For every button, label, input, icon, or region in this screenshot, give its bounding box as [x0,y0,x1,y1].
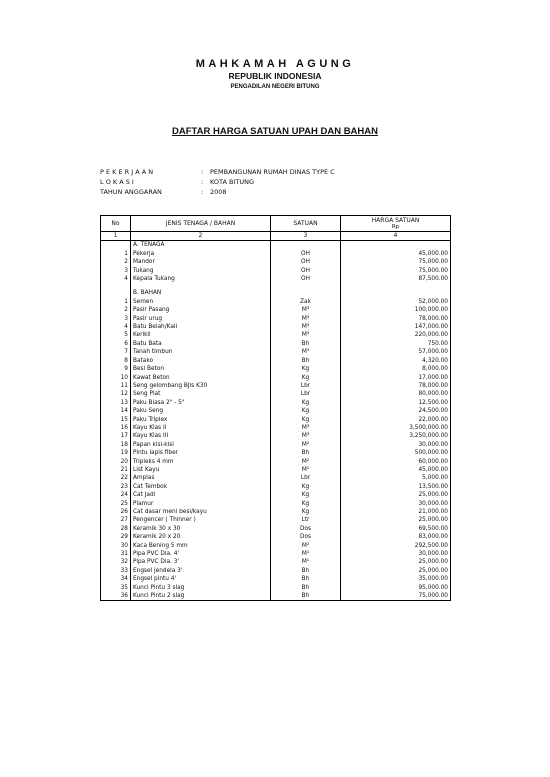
table-row [101,449,451,457]
cell-no: 26 [101,508,131,516]
cell-harga: 52,000.00 [341,298,451,306]
cell-jenis: Pengencer ( Thinner ) [131,516,271,524]
cell-jenis: Paku Biasa 2" - 5" [131,399,271,407]
cell-no: 9 [101,365,131,373]
cell-jenis: Paku Seng [131,407,271,415]
cell-satuan: M² [271,458,341,466]
table-body [101,241,451,601]
header-jenis: JENIS TENAGA / BAHAN [131,216,271,232]
cell-no: 4 [101,275,131,283]
table-row [101,331,451,339]
cell-no: 3 [101,315,131,323]
cell-jenis: Kayu Klas III [131,432,271,440]
cell-no: 32 [101,558,131,566]
table-row [101,567,451,575]
col-number: 1 [101,232,131,241]
cell-satuan: Lbr [271,474,341,482]
info-colon: : [201,168,204,176]
cell-satuan: Dos [271,525,341,533]
cell-jenis: Kunci Pintu 3 slag [131,584,271,592]
cell-harga: 83,000.00 [341,533,451,541]
cell-no: 36 [101,592,131,601]
cell-satuan: M¹ [271,558,341,566]
cell-satuan: M³ [271,348,341,356]
cell-harga: 220,000.00 [341,331,451,339]
cell-satuan: Bh [271,567,341,575]
document-title: DAFTAR HARGA SATUAN UPAH DAN BAHAN [172,126,378,137]
cell-satuan: M³ [271,424,341,432]
cell-satuan: Kg [271,399,341,407]
cell-satuan: Kg [271,374,341,382]
table-row [101,323,451,331]
price-table [100,215,451,601]
cell-harga: 78,000.00 [341,382,451,390]
cell-satuan: Lbr [271,390,341,398]
table-row [101,424,451,432]
table-row [101,575,451,583]
cell-jenis: Pasir Pasang [131,306,271,314]
cell-no: 21 [101,466,131,474]
cell-no: 15 [101,416,131,424]
section-title: A. TENAGA [131,241,271,250]
table-header-row [101,216,451,232]
cell-no: 30 [101,542,131,550]
institution-title: MAHKAMAH AGUNG [195,58,355,70]
table-row [101,533,451,541]
cell-no [101,289,131,297]
cell-satuan: Kg [271,365,341,373]
cell-satuan [271,289,341,297]
cell-satuan: Kg [271,491,341,499]
table-row [101,382,451,390]
table-row [101,516,451,524]
table-row [101,458,451,466]
cell-no [101,241,131,250]
table-row [101,390,451,398]
column-number-row [101,232,451,241]
table-row [101,315,451,323]
table-row [101,365,451,373]
cell-harga: 75,000.00 [341,592,451,601]
cell-no: 1 [101,298,131,306]
cell-no: 4 [101,323,131,331]
cell-harga: 500,000.00 [341,449,451,457]
court-subtitle: PENGADILAN NEGERI BITUNG [230,84,320,90]
table-row [101,491,451,499]
table-row [101,298,451,306]
header-no: No [101,216,131,232]
cell-no: 33 [101,567,131,575]
cell-harga: 4,320.00 [341,357,451,365]
cell-harga: 17,000.00 [341,374,451,382]
cell-harga: 292,500.00 [341,542,451,550]
table-row [101,267,451,275]
cell-satuan: OH [271,250,341,258]
cell-satuan: OH [271,275,341,283]
table-row [101,584,451,592]
cell-satuan: Zak [271,298,341,306]
cell-harga: 24,500.00 [341,407,451,415]
cell-satuan: M³ [271,331,341,339]
cell-no: 35 [101,584,131,592]
cell-harga: 35,000.00 [341,575,451,583]
table-row [101,416,451,424]
info-colon: : [201,188,204,196]
cell-no: 3 [101,267,131,275]
cell-satuan: M³ [271,315,341,323]
cell-harga [341,289,451,297]
cell-satuan: M¹ [271,550,341,558]
table-row [101,275,451,283]
cell-satuan: Kg [271,416,341,424]
cell-no: 22 [101,474,131,482]
cell-no: 34 [101,575,131,583]
cell-harga: 25,000.00 [341,491,451,499]
section-title: B. BAHAN [131,289,271,297]
cell-satuan: Bh [271,340,341,348]
cell-harga: 21,000.00 [341,508,451,516]
cell-no: 23 [101,483,131,491]
table-row [101,407,451,415]
cell-satuan: M³ [271,323,341,331]
cell-satuan [271,241,341,250]
cell-satuan: M² [271,441,341,449]
cell-harga: 100,000.00 [341,306,451,314]
table-row [101,258,451,266]
cell-satuan: Bh [271,592,341,601]
cell-harga: 78,000.00 [341,315,451,323]
cell-jenis: Cat Tembok [131,483,271,491]
cell-jenis: Kepala Tukang [131,275,271,283]
table-row [101,306,451,314]
cell-satuan: Kg [271,500,341,508]
cell-no: 14 [101,407,131,415]
cell-jenis: Plamur [131,500,271,508]
cell-no: 2 [101,258,131,266]
cell-jenis: Tanah timbun [131,348,271,356]
cell-jenis: Tripleks 4 mm [131,458,271,466]
cell-jenis: Batu Belah/Kali [131,323,271,331]
table-row [101,357,451,365]
cell-jenis: Paku Triplex [131,416,271,424]
cell-harga: 13,500.00 [341,483,451,491]
cell-no: 20 [101,458,131,466]
header-harga-label: HARGA SATUAN [371,216,420,224]
cell-jenis: Amplas [131,474,271,482]
cell-satuan: Bh [271,575,341,583]
cell-jenis: Pipa PVC Dia. 3' [131,558,271,566]
cell-satuan: Bh [271,357,341,365]
cell-jenis: Pipa PVC Dia. 4' [131,550,271,558]
section-header-row [101,289,451,297]
cell-jenis: Batako [131,357,271,365]
cell-jenis: List Kayu [131,466,271,474]
table-row [101,558,451,566]
cell-harga: 25,000.00 [341,567,451,575]
cell-jenis: Engsel jendela 3' [131,567,271,575]
table-row [101,592,451,601]
cell-no: 11 [101,382,131,390]
table-row [101,374,451,382]
col-number: 2 [131,232,271,241]
cell-no: 25 [101,500,131,508]
cell-satuan: Kg [271,407,341,415]
cell-jenis: Kunci Pintu 2 slag [131,592,271,601]
table-row [101,500,451,508]
cell-satuan: M¹ [271,466,341,474]
cell-jenis: Besi Beton [131,365,271,373]
cell-no: 8 [101,357,131,365]
table-row [101,348,451,356]
info-label: P E K E R J A A N [100,168,154,176]
cell-no: 6 [101,340,131,348]
cell-jenis: Seng Plat [131,390,271,398]
cell-jenis: Pintu lapis fiber [131,449,271,457]
cell-no: 24 [101,491,131,499]
cell-harga: 147,000.00 [341,323,451,331]
cell-satuan: M² [271,542,341,550]
table-row [101,508,451,516]
cell-harga: 75,000.00 [341,258,451,266]
table-row [101,250,451,258]
cell-satuan: Bh [271,584,341,592]
cell-no: 29 [101,533,131,541]
cell-no: 28 [101,525,131,533]
table-row [101,474,451,482]
col-number: 4 [341,232,451,241]
table-row [101,441,451,449]
table-row [101,542,451,550]
info-label: TAHUN ANGGARAN [100,188,162,196]
cell-no: 13 [101,399,131,407]
cell-harga: 12,500.00 [341,399,451,407]
cell-no: 1 [101,250,131,258]
header-satuan: SATUAN [271,216,341,232]
cell-harga: 95,000.00 [341,584,451,592]
cell-jenis: Engsel pintu 4' [131,575,271,583]
cell-jenis: Pekerja [131,250,271,258]
cell-jenis: Pasir urug [131,315,271,323]
cell-satuan: Ltr [271,516,341,524]
cell-jenis: Mandor [131,258,271,266]
table-row [101,432,451,440]
cell-harga: 25,000.00 [341,516,451,524]
cell-no: 19 [101,449,131,457]
cell-no: 7 [101,348,131,356]
header-harga [341,216,451,232]
republic-subtitle: REPUBLIK INDONESIA [228,71,322,81]
cell-harga: 8,000.00 [341,365,451,373]
cell-satuan: M³ [271,432,341,440]
cell-satuan: Bh [271,449,341,457]
cell-harga: 45,000.00 [341,250,451,258]
cell-harga [341,241,451,250]
cell-no: 27 [101,516,131,524]
cell-jenis: Seng gelombang BJls K30 [131,382,271,390]
cell-no: 2 [101,306,131,314]
cell-satuan: Lbr [271,382,341,390]
cell-harga: 80,000.00 [341,390,451,398]
cell-jenis: Papan kisi-kisi [131,441,271,449]
cell-no: 10 [101,374,131,382]
cell-harga: 25,000.00 [341,558,451,566]
cell-satuan: Kg [271,483,341,491]
cell-harga: 30,000.00 [341,550,451,558]
cell-harga: 30,000.00 [341,500,451,508]
cell-jenis: Kawat Beton [131,374,271,382]
info-value: 2008 [210,188,227,196]
cell-no: 18 [101,441,131,449]
cell-satuan: Kg [271,508,341,516]
info-value: KOTA BITUNG [210,178,255,186]
cell-jenis: Keramik 20 x 20 [131,533,271,541]
cell-jenis: Kaca Bening 5 mm [131,542,271,550]
table-row [101,399,451,407]
cell-harga: 3,250,000.00 [341,432,451,440]
cell-harga: 30,000.00 [341,441,451,449]
table-row [101,483,451,491]
table-row [101,466,451,474]
cell-satuan: OH [271,258,341,266]
cell-harga: 60,000.00 [341,458,451,466]
cell-no: 5 [101,331,131,339]
cell-no: 31 [101,550,131,558]
col-number: 3 [271,232,341,241]
info-label: L O K A S I [100,178,134,186]
cell-harga: 87,500.00 [341,275,451,283]
cell-jenis: Kayu Klas II [131,424,271,432]
cell-harga: 3,500,000.00 [341,424,451,432]
cell-jenis: Cat dasar meni besi/kayu [131,508,271,516]
cell-jenis: Batu Bata [131,340,271,348]
cell-jenis: Keramik 30 x 30 [131,525,271,533]
cell-harga: 69,500.00 [341,525,451,533]
cell-no: 12 [101,390,131,398]
cell-jenis: Cat Jadi [131,491,271,499]
cell-harga: 75,000.00 [341,267,451,275]
section-header-row [101,241,451,250]
cell-satuan: OH [271,267,341,275]
cell-satuan: Dos [271,533,341,541]
cell-no: 16 [101,424,131,432]
cell-jenis: Tukang [131,267,271,275]
cell-jenis: Kerikil [131,331,271,339]
header-rp-label: Rp [391,223,400,230]
cell-jenis: Semen [131,298,271,306]
info-colon: : [201,178,204,186]
cell-harga: 5,000.00 [341,474,451,482]
cell-harga: 22,000.00 [341,416,451,424]
info-value: PEMBANGUNAN RUMAH DINAS TYPE C [210,168,335,176]
cell-harga: 57,000.00 [341,348,451,356]
cell-harga: 45,000.00 [341,466,451,474]
table-row [101,525,451,533]
table-row [101,550,451,558]
cell-satuan: M³ [271,306,341,314]
table-row [101,340,451,348]
cell-harga: 750.00 [341,340,451,348]
cell-no: 17 [101,432,131,440]
